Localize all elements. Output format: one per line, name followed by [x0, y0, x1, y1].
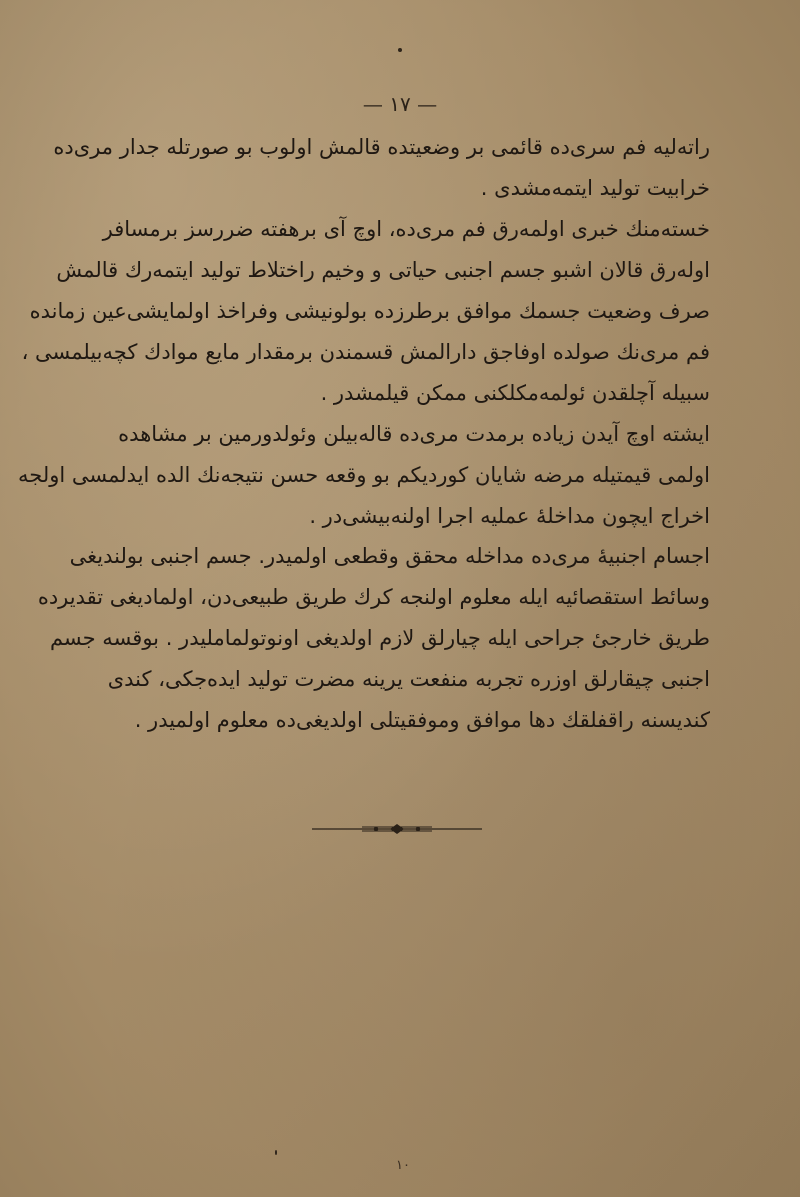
text-line: ايشته اوچ آيدن زياده برمدت مرى‌ده قالەبيلن وئولدورمين بر مشاهده — [118, 422, 710, 446]
text-line: اجنبى چيقارلق اوزره تجربه منفعت يرينه مضرت توليد ايده‌جكى، كندى — [107, 667, 710, 691]
bottom-signature-mark: ١٠ — [396, 1158, 410, 1173]
ink-speck — [398, 48, 402, 52]
text-line: اخراج ايچون مداخله‌ٔ عمليه اجرا اولنه‌بيشى‌در . — [309, 504, 710, 528]
text-line: فم مرى‌نك صولده اوفاجق دارالمش قسمندن برمقدار مايع موادك كچه‌بيلمسى ، — [21, 340, 710, 364]
text-line: كنديسنه راقفلقك دها موافق وموفقيتلى اولديغى‌ده معلوم اولميدر . — [134, 708, 710, 732]
text-line: سبيله آچلقدن ئولمه‌مكلكنى ممكن قيلمشدر . — [320, 381, 710, 405]
ornamental-divider — [312, 822, 482, 836]
text-line: راتەليه فم سرى‌ده قائمى بر وضعيتده قالمش اولوب بو صورتله جدار مرى‌ده — [53, 135, 710, 159]
text-line: اوله‌رق قالان اشبو جسم اجنبى حياتى و وخيم راختلاط توليد ايتمه‌رك قالمش — [56, 258, 710, 282]
paragraph-3 — [18, 414, 710, 537]
text-line: طريق خارجىٔ جراحى ايله چيارلق لازم اولديغى اونوتولماملیدر . بوقسه جسم — [49, 626, 710, 650]
paragraph-2 — [21, 209, 710, 414]
paragraph-4 — [37, 536, 710, 741]
text-line: صرف وضعيت جسمك موافق برطرزده بولونيشى وفراخذ اولمايشى‌عين زمانده — [29, 299, 710, 323]
text-line: خرابيت توليد ايتمه‌مشدى . — [480, 176, 710, 200]
ink-speck — [275, 1150, 277, 1155]
text-line: خسته‌منك خبرى اولمه‌رق فم مرى‌ده، اوچ آى برهفته ضررسز برمسافر — [102, 217, 710, 241]
text-line: وسائط استقصائيه ايله معلوم اولنجه كرك طريق طبيعى‌دن، اولماديغى تقديرده — [37, 585, 710, 609]
text-line: اولمى قيمتيله مرضه شايان كورديكم بو وقعه حسن نتيجه‌نك الده ايدلمسى اولجه — [18, 463, 710, 487]
page-number: — ١٧ — — [362, 92, 438, 116]
text-line: اجسام اجنبيهٔ مرى‌ده مداخله محقق وقطعى اولميدر. جسم اجنبى بولنديغى — [69, 544, 710, 568]
paragraph-1 — [53, 127, 710, 209]
